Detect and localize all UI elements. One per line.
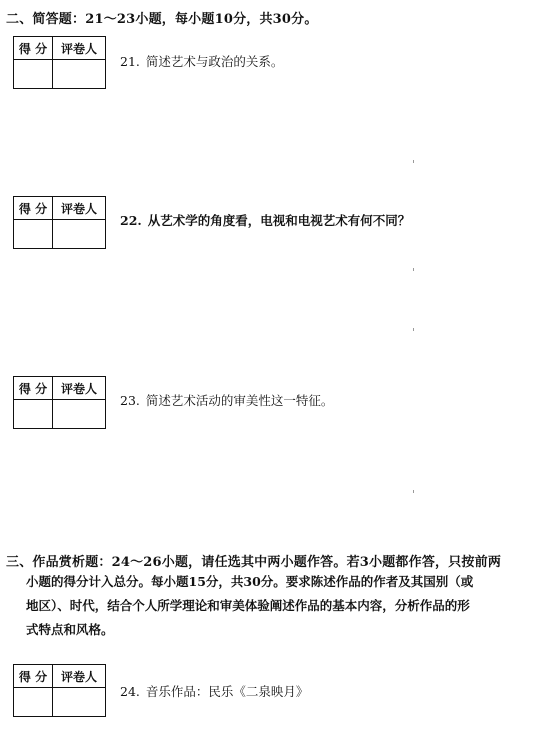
grader-label: 评卷人 (53, 377, 106, 400)
question-22 (120, 211, 410, 229)
score-cell[interactable] (14, 220, 53, 249)
score-cell[interactable] (14, 60, 53, 89)
score-cell[interactable] (14, 688, 53, 717)
grader-label: 评卷人 (53, 197, 106, 220)
instruction-line: 式特点和风格。 (26, 622, 114, 637)
section-3-heading: 三、作品赏析题：24～26小题，请任选其中两小题作答。若3小题都作答，只按前两 (6, 555, 502, 570)
question-number: 21. (120, 54, 140, 69)
score-label: 得 分 (14, 197, 53, 220)
score-box-q23 (13, 376, 106, 429)
section-2-heading: 二、简答题：21～23小题，每小题10分，共30分。 (6, 12, 318, 27)
grader-cell[interactable] (53, 688, 106, 717)
scan-speck (413, 490, 414, 493)
score-label: 得 分 (14, 665, 53, 688)
grader-cell[interactable] (53, 400, 106, 429)
scan-speck (413, 328, 414, 331)
score-box-q24 (13, 664, 106, 717)
instruction-line: 地区）、时代，结合个人所学理论和审美体验阐述作品的基本内容，分析作品的形 (26, 598, 470, 613)
question-number: 23. (120, 393, 140, 408)
score-label: 得 分 (14, 37, 53, 60)
grader-label: 评卷人 (53, 37, 106, 60)
question-text: 音乐作品：民乐《二泉映月》 (145, 684, 309, 699)
section-3-instructions (26, 570, 532, 642)
scan-speck (413, 160, 414, 163)
grader-cell[interactable] (53, 220, 106, 249)
score-box-q21 (13, 36, 106, 89)
question-23 (120, 391, 333, 409)
score-box-q22 (13, 196, 106, 249)
question-text: 简述艺术与政治的关系。 (145, 54, 284, 69)
question-number: 24. (120, 684, 140, 699)
instruction-line: 小题的得分计入总分。每小题15分，共30分。要求陈述作品的作者及其国别（或 (26, 574, 474, 589)
question-21 (120, 52, 283, 70)
scan-speck (413, 268, 414, 271)
question-number: 22. (120, 213, 142, 228)
question-text: 简述艺术活动的审美性这一特征。 (145, 393, 334, 408)
score-label: 得 分 (14, 377, 53, 400)
grader-label: 评卷人 (53, 665, 106, 688)
score-cell[interactable] (14, 400, 53, 429)
grader-cell[interactable] (53, 60, 106, 89)
question-text: 从艺术学的角度看，电视和电视艺术有何不同？ (147, 213, 411, 228)
question-24 (120, 682, 308, 700)
